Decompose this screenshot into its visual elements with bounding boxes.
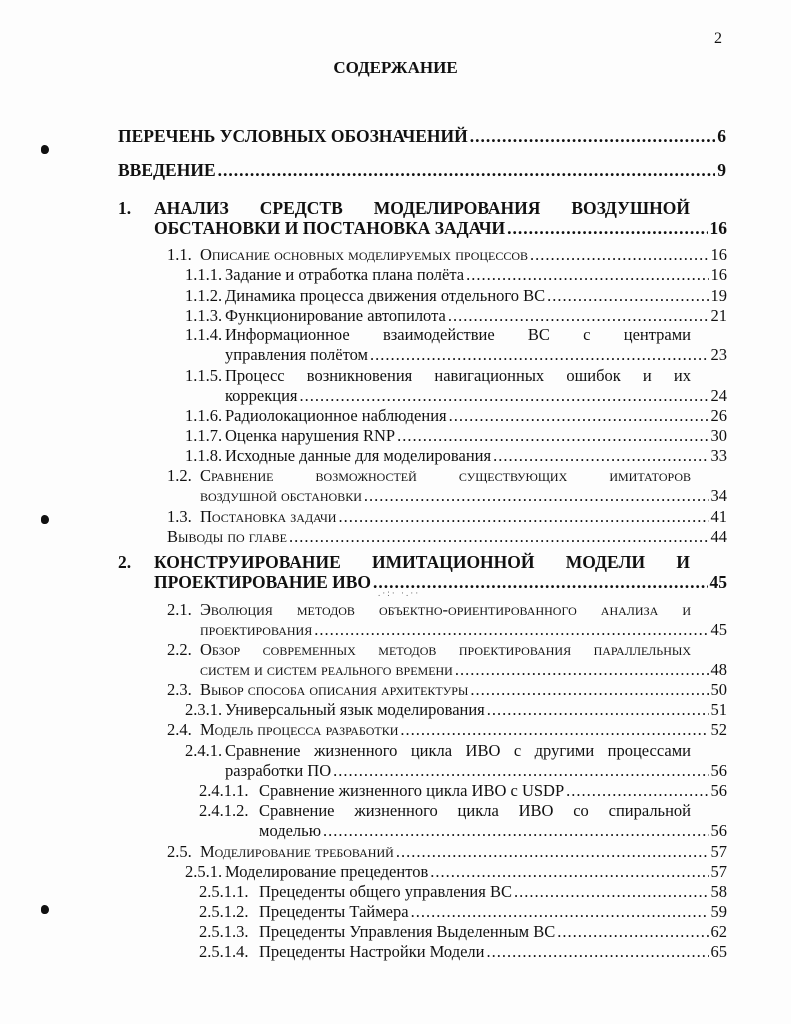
toc-section-2-4-1[interactable]: разработки ПО ..... 56 — [225, 761, 727, 781]
toc-chapter-2-number: 2. — [118, 552, 132, 572]
toc-entry-abbreviations[interactable]: ПЕРЕЧЕНЬ УСЛОВНЫХ ОБОЗНАЧЕНИЙ ..... 6 — [118, 126, 726, 147]
toc-section-2-5-1[interactable]: 2.5.1. Моделирование прецедентов ..... 57 — [185, 862, 727, 882]
toc-chapter-2[interactable]: ПРОЕКТИРОВАНИЕ ИВО ..... 45 — [154, 572, 727, 593]
toc-section-2-5-1-1[interactable]: 2.5.1.1. Прецеденты общего управления ВС ..... 58 — [199, 882, 727, 902]
toc-section-1-2-line1[interactable]: Сравнение возможностей существующих имитаторов — [200, 466, 691, 485]
page-number: 2 — [714, 30, 722, 47]
toc-section-1-1-3[interactable]: 1.1.3. Функционирование автопилота ..... 21 — [185, 306, 727, 326]
toc-section-2-2[interactable]: систем и систем реального времени ..... 48 — [200, 660, 727, 680]
toc-section-2-5-1-3[interactable]: 2.5.1.3. Прецеденты Управления Выделенным ВС ..... 62 — [199, 922, 727, 942]
punch-hole-mark — [41, 515, 49, 524]
toc-entry-introduction[interactable]: ВВЕДЕНИЕ ..... 9 — [118, 160, 726, 181]
toc-section-2-3-1[interactable]: 2.3.1. Универсальный язык моделирования ..... 51 — [185, 700, 727, 720]
toc-section-1-1-4-line1[interactable]: Информационное взаимодействие ВС с центрами — [225, 325, 691, 344]
toc-section-1-1-2[interactable]: 1.1.2. Динамика процесса движения отдельного ВС ..... 19 — [185, 286, 727, 306]
toc-chapter-1-line1[interactable]: АНАЛИЗ СРЕДСТВ МОДЕЛИРОВАНИЯ ВОЗДУШНОЙ — [154, 198, 690, 218]
toc-section-1-1-4-number: 1.1.4. — [185, 325, 223, 344]
toc-section-2-4-1-2-line1[interactable]: Сравнение жизненного цикла ИВО со спиральной — [259, 801, 691, 820]
toc-section-2-4-1-line1[interactable]: Сравнение жизненного цикла ИВО с другими процессами — [225, 741, 691, 760]
toc-section-1-1-7[interactable]: 1.1.7. Оценка нарушения RNP ..... 30 — [185, 426, 727, 446]
punch-hole-mark — [41, 905, 49, 914]
toc-section-2-4[interactable]: 2.4. Модель процесса разработки ..... 52 — [167, 720, 727, 740]
toc-section-1-2[interactable]: воздушной обстановки ..... 34 — [200, 486, 727, 506]
toc-section-2-4-1-number: 2.4.1. — [185, 741, 223, 760]
toc-section-2-3[interactable]: 2.3. Выбор способа описания архитектуры ..... 50 — [167, 680, 727, 700]
toc-section-2-4-1-2[interactable]: моделью ..... 56 — [259, 821, 727, 841]
toc-conclusions-1[interactable]: Выводы по главе ..... 44 — [167, 527, 727, 547]
toc-section-1-1-5-number: 1.1.5. — [185, 366, 223, 385]
toc-section-1-2-number: 1.2. — [167, 466, 192, 485]
toc-section-1-1-5[interactable]: коррекция ..... 24 — [225, 386, 727, 406]
toc-section-1-1-8[interactable]: 1.1.8. Исходные данные для моделирования ..... 33 — [185, 446, 727, 466]
toc-section-1-1-4[interactable]: управления полётом ..... 23 — [225, 345, 727, 365]
toc-section-2-1-number: 2.1. — [167, 600, 192, 619]
toc-section-1-1-5-line1[interactable]: Процесс возникновения навигационных ошибок и их — [225, 366, 691, 385]
toc-section-2-1[interactable]: проектирования ..... 45 — [200, 620, 727, 640]
toc-section-2-5-1-4[interactable]: 2.5.1.4. Прецеденты Настройки Модели ..... 65 — [199, 942, 727, 962]
punch-hole-mark — [41, 145, 49, 154]
toc-section-2-1-line1[interactable]: Эволюция методов объектно-ориентированного анализа и — [200, 600, 691, 619]
toc-section-2-5-1-2[interactable]: 2.5.1.2. Прецеденты Таймера ..... 59 — [199, 902, 727, 922]
toc-chapter-2-line1[interactable]: КОНСТРУИРОВАНИЕ ИМИТАЦИОННОЙ МОДЕЛИ И — [154, 552, 690, 572]
toc-section-1-3[interactable]: 1.3. Постановка задачи ..... 41 — [167, 507, 727, 527]
toc-section-2-4-1-2-number: 2.4.1.2. — [199, 801, 249, 820]
toc-section-2-2-number: 2.2. — [167, 640, 192, 659]
scan-speck: .·:· ·.·· — [378, 588, 421, 598]
toc-section-2-5[interactable]: 2.5. Моделирование требований ..... 57 — [167, 842, 727, 862]
page-title: СОДЕРЖАНИЕ — [333, 58, 458, 77]
toc-section-2-2-line1[interactable]: Обзор современных методов проектирования параллельных — [200, 640, 691, 659]
toc-chapter-1-number: 1. — [118, 198, 132, 218]
toc-section-1-1-6[interactable]: 1.1.6. Радиолокационное наблюдения ..... 26 — [185, 406, 727, 426]
toc-section-1-1[interactable]: 1.1. Описание основных моделируемых процессов ..... 16 — [167, 245, 727, 265]
toc-section-1-1-1[interactable]: 1.1.1. Задание и отработка плана полёта ..... 16 — [185, 265, 727, 285]
toc-section-2-4-1-1[interactable]: 2.4.1.1. Сравнение жизненного цикла ИВО с USDP ..... 56 — [199, 781, 727, 801]
toc-chapter-1[interactable]: ОБСТАНОВКИ И ПОСТАНОВКА ЗАДАЧИ ..... 16 — [154, 218, 727, 239]
